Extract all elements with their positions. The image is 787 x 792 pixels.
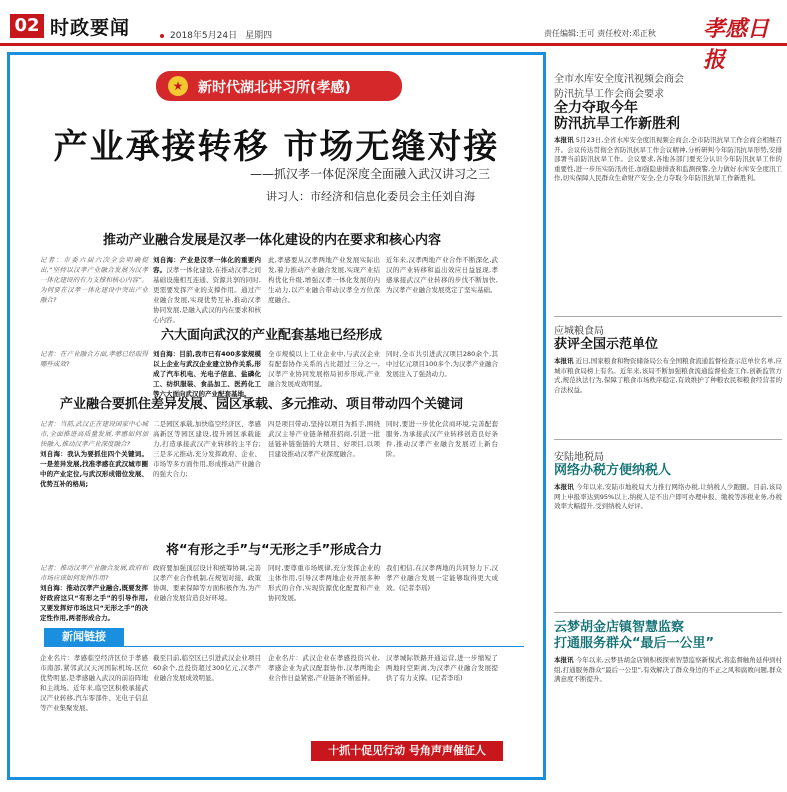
answer-text: 刘自海：目前,我市已有400多家规模以上企业与武汉企业建立协作关系,形成了汽车机电、光电子信息、盐磷化工、纺织服装、食品加工、医药化工等六大面向武汉的产业配套基地。 [153,350,261,398]
body-text: 全市规模以上工业企业中,与武汉企业有配套协作关系的占比超过三分之一,汉孝产业协同发展格局初步形成,产业融合发展成效明显。 [268,350,380,388]
body-text: 今年以来,云梦县胡金店镇积极探索智慧监察新模式,将监督触角延伸到村组,打通服务群众“最后一公里”,有效解决了群众身边的不正之风和腐败问题,群众满意度不断提升。 [554,656,782,684]
article-column [268,653,380,733]
article-column [40,349,148,389]
headline: 产业承接转移 市场无缝对接 [53,127,500,167]
story-kicker: 应城粮食局 [554,326,604,337]
story-divider [554,612,782,613]
speaker-line: 讲习人：市经济和信息化委员会主任刘自海 [266,190,475,203]
body-text: 今年以来,安陆市地税局大力推行网络办税,让纳税人少跑腿。目前,该局网上申报率达到95%以上,纳税人足不出户即可办理申报、缴税等涉税业务,办税效率大幅提升,受到纳税人好评。 [554,483,782,511]
story-title: 防汛抗旱工作新胜利 [554,116,680,132]
article-column [153,419,261,531]
body-text: 近日,国家粮食和物资储备局公布全国粮食流通监督检查示范单位名单,应城市粮食局榜上有名。近年来,该局不断加强粮食流通监督检查工作,创新监管方式,规范执法行为,保障了粮食市场秩序稳定,有效维护了种粮农民和粮食经营者的合法权益。 [554,357,782,394]
article-column [268,563,380,621]
article-column [386,349,498,389]
body-text: 近年来,汉孝两地产业合作不断深化,武汉的产业转移和溢出效应日益显现,孝感承接武汉产业转移的步伐不断加快,为汉孝产业融合发展奠定了坚实基础。 [386,256,498,294]
story-kicker: 全市水库安全度汛视频会商会 [554,74,684,85]
question-text: 记者：当前,武汉正在建设国家中心城市,全面推进高质量发展,孝感如何加快融入,推动汉孝产业深度融合? [40,420,148,448]
section-heading-3: 产业融合要抓住差异发展、园区承载、多元推动、项目带动四个关键词 [60,397,464,412]
right-story-4 [554,620,782,776]
question-text: 记者：在产业融合方面,孝感已经取得哪些成效? [40,350,148,368]
news-link-rule [44,646,524,647]
story-title: 网络办税方便纳税人 [554,463,672,478]
story-body [554,136,782,304]
body-text: 汉孝一体化建设,在推动汉孝之间基础设施相互连通、资源共享的同时,更需要发挥产业的支撑作用。通过产业融合发展,实现优势互补,推动汉孝协同发展,是融入武汉的内在要求和核心内容。 [153,266,261,324]
section-heading-4: 将“有形之手”与“无形之手”形成合力 [166,543,383,558]
page-header [0,0,787,73]
answer-text: 刘自海：我认为要抓住四个关键词。一是差异发展,找准孝感在武汉城市圈中的产业定位,与武汉形成错位发展、优势互补的格局; [40,450,148,488]
body-text: 同时,全市共引进武汉项目280余个,其中过亿元项目100多个,为汉孝产业融合发展注入了强劲动力。 [386,350,498,378]
date-dot [160,34,164,38]
weekday-text: 星期四 [245,31,273,41]
story-kicker: 云梦胡金店镇智慧监察 [554,620,685,635]
story-divider [554,316,782,317]
subheadline: ——抓汉孝一体促深度全面融入武汉讲习之三 [250,167,491,181]
main-feature [7,52,546,780]
news-link-label: 新闻链接 [44,628,124,646]
body-text: 企业名片：孝感临空经济区位于孝感市南部,紧邻武汉天河国际机场,区位优势明显,是孝感融入武汉的前沿阵地和主战场。近年来,临空区积极承接武汉产业转移,汽车零部件、光电子信息等产业集聚发展。 [40,654,148,712]
answer-text: 刘自海：推动汉孝产业融合,既要发挥好政府这只“有形之手”的引导作用,又要发挥好市场这只“无形之手”的决定性作用,两者形成合力。 [40,584,148,622]
byline: 本报讯 [554,483,574,491]
article-column [153,653,261,771]
article-column [268,419,380,531]
question-text: 记者：市委六届六次全会明确提出,“坚持以汉孝产业融合发展为汉孝一体化建设的有力支撑和核心内容”。为何要在汉孝一体化建设中突出产业融合? [40,256,148,304]
body-text: 四是项目带动,坚持以项目为抓手,围绕武汉主导产业链条精准招商,引进一批延链补链强链的大项目、好项目,以项目建设推动汉孝产业深度融合。 [268,420,380,458]
header-rule [0,43,787,46]
body-text: 政府要加强顶层设计和统筹协调,完善汉孝产业合作机制,在规划对接、政策协调、要素保障等方面积极作为,为产业融合发展营造良好环境。 [153,564,261,602]
body-text: 我们相信,在汉孝两地的共同努力下,汉孝产业融合发展一定能够取得更大成效。(记者李瑶) [386,564,498,592]
story-kicker: 安陆地税局 [554,452,604,463]
right-story-1 [554,70,782,304]
article-column [386,419,498,531]
right-story-2 [554,322,782,443]
section-heading-1: 推动产业融合发展是汉孝一体化建设的内在要求和核心内容 [103,233,442,248]
column-banner [156,71,402,101]
story-title: 打通服务群众“最后一公里” [554,636,715,651]
article-column [386,563,498,621]
footer-banner: 十抓十促见行动 号角声声催征人 [311,741,503,761]
right-story-3 [554,448,782,609]
article-column [268,349,380,389]
story-divider [554,439,782,440]
article-column [40,255,148,323]
story-body [554,656,782,776]
question-text: 记者：推动汉孝产业融合发展,政府和市场应该如何发挥作用? [40,564,148,582]
body-text: 截至目前,临空区已引进武汉企业项目60余个,总投资超过300亿元,汉孝产业融合发展成效明显。 [153,654,261,682]
article-column [153,255,261,323]
body-text: 5月23日,全省水库安全度汛视频会商会,全市防汛抗旱工作会商会相继召开。会议传达贯彻全省防汛抗旱工作会议精神,分析研判今年防汛抗旱形势,安排部署当前防汛抗旱工作。会议要求,各地各部门要充分认识今年防汛抗旱工作的重要性,进一步压实防汛责任,加强隐患排查和监测预警,全力做好水库安全度汛工作,切实保障人民群众生命财产安全,全力夺取今年防汛抗旱工作新胜利。 [554,136,782,183]
byline: 本报讯 [554,357,574,365]
editors-line: 责任编辑:王可 责任校对:邓正秋 [544,29,656,38]
issue-date [160,28,280,41]
article-column [40,653,148,771]
story-title: 全力夺取今年 [554,100,638,116]
article-column [268,255,380,323]
newspaper-logo: 孝感日报 [703,16,770,73]
answer-text: 刘自海：产业是汉孝一体化的重要内容。 [153,256,261,274]
article-column [40,419,148,531]
story-body [554,483,782,609]
date-text: 2018年5月24日 [170,31,238,41]
body-text: 二是园区承载,加快临空经济区、孝感高新区等园区建设,提升园区承载能力,打造承接武汉产业转移的主平台;三是多元推动,充分发挥政府、企业、市场等多方面作用,形成推动产业融合的强大合力; [153,420,261,478]
byline: 本报讯 [554,136,574,144]
body-text: 同时,要进一步优化营商环境,完善配套服务,为承接武汉产业转移创造良好条件,推动汉孝产业融合发展迈上新台阶。 [386,420,498,458]
body-text: 此,孝感要从汉孝两地产业发展实际出发,着力推动产业融合发展,实现产业结构优化升级,增强汉孝一体化发展的内生动力,以产业融合带动汉孝全方位深度融合。 [268,256,380,304]
article-column [153,563,261,621]
article-column [386,653,498,733]
article-column [40,563,148,621]
byline: 本报讯 [554,656,574,664]
body-text: 同时,要尊重市场规律,充分发挥企业的主体作用,引导汉孝两地企业开展多种形式的合作,实现资源优化配置和产业协同发展。 [268,564,380,602]
story-body [554,357,782,443]
party-emblem-icon: ★ [168,76,188,96]
story-title: 获评全国示范单位 [554,337,659,352]
body-text: 汉孝城际铁路开通运营,进一步缩短了两地时空距离,为汉孝产业融合发展提供了有力支撑。(记者李瑶) [386,654,498,682]
body-text: 企业名片：武汉企业在孝感投资兴业,孝感企业为武汉配套协作,汉孝两地企业合作日益紧密,产业链条不断延伸。 [268,654,380,682]
page-number: 02 [10,14,44,38]
banner-text: 新时代湖北讲习所(孝感) [198,80,351,96]
article-column [386,255,498,323]
story-kicker: 防汛抗旱工作会商会要求 [554,89,664,100]
section-title: 时政要闻 [50,17,131,39]
section-heading-2: 六大面向武汉的产业配套基地已经形成 [161,328,383,343]
article-column [153,349,261,398]
